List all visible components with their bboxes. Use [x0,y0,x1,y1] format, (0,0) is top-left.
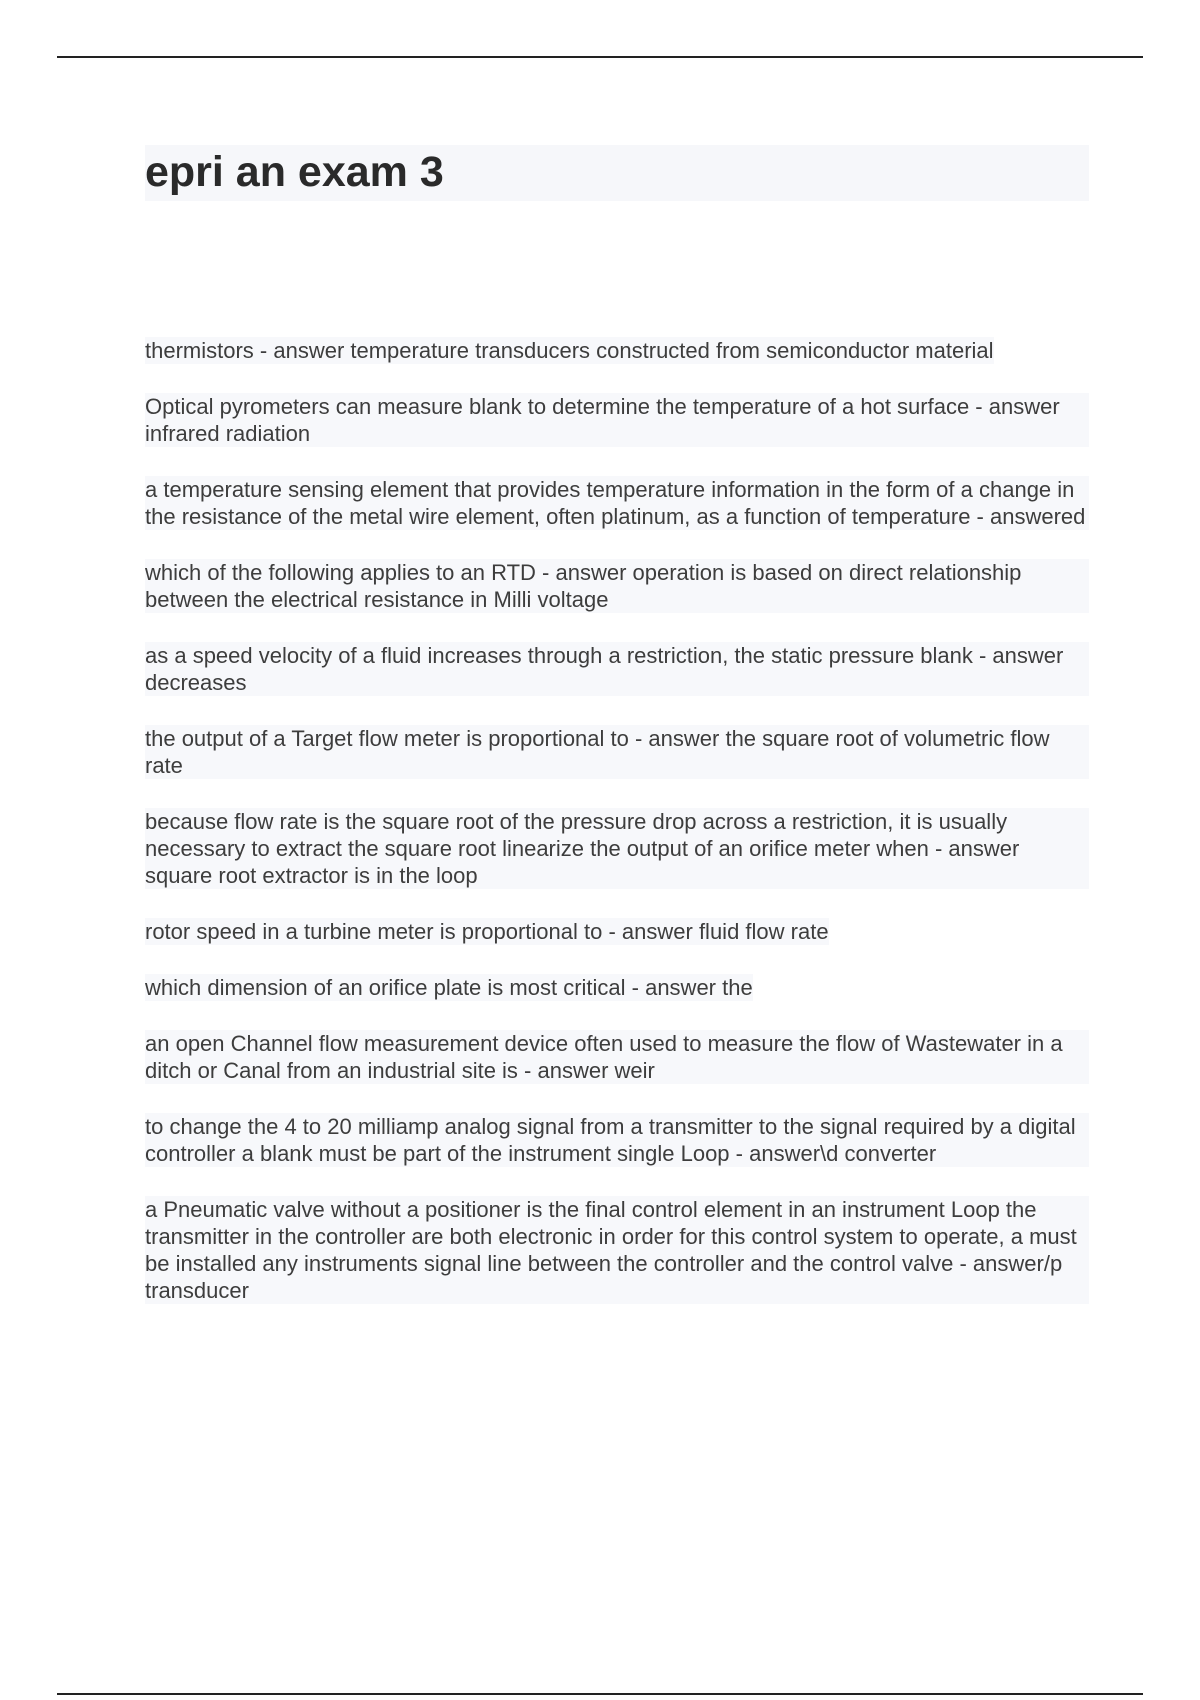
qa-item-turbine-meter: rotor speed in a turbine meter is proportional to - answer fluid flow rate [145,919,829,944]
qa-item-pneumatic-valve: a Pneumatic valve without a positioner is the final control element in an instrument Loop the transmitter in the controller are both electronic in order for this control system to operate, a must be installed any instruments signal line between the controller and the control valve - answer/p transducer [145,1196,1089,1304]
top-divider [57,56,1143,58]
qa-item-thermistors: thermistors - answer temperature transducers constructed from semiconductor material [145,338,994,363]
document-title: epri an exam 3 [145,148,444,196]
title-block [145,145,1089,201]
qa-item-open-channel-flow: an open Channel flow measurement device often used to measure the flow of Wastewater in a ditch or Canal from an industrial site is - answer weir [145,1030,1089,1084]
qa-item-target-flow-meter: the output of a Target flow meter is proportional to - answer the square root of volumetric flow rate [145,725,1089,779]
bottom-divider [57,1693,1143,1695]
qa-item-orifice-plate: which dimension of an orifice plate is most critical - answer the [145,975,753,1000]
qa-item-rtd: which of the following applies to an RTD - answer operation is based on direct relationship between the electrical resistance in Milli voltage [145,559,1089,613]
qa-list [145,337,1089,1333]
qa-item-analog-signal: to change the 4 to 20 milliamp analog signal from a transmitter to the signal required by a digital controller a blank must be part of the instrument single Loop - answer\d converter [145,1113,1089,1167]
qa-item-fluid-velocity: as a speed velocity of a fluid increases through a restriction, the static pressure blank - answer decreases [145,642,1089,696]
qa-item-square-root-extractor: because flow rate is the square root of the pressure drop across a restriction, it is usually necessary to extract the square root linearize the output of an orifice meter when - answer square root extractor is in the loop [145,808,1089,889]
qa-item-optical-pyrometers: Optical pyrometers can measure blank to determine the temperature of a hot surface - answer infrared radiation [145,393,1089,447]
qa-item-temperature-sensing-element: a temperature sensing element that provides temperature information in the form of a change in the resistance of the metal wire element, often platinum, as a function of temperature - answered [145,476,1089,530]
